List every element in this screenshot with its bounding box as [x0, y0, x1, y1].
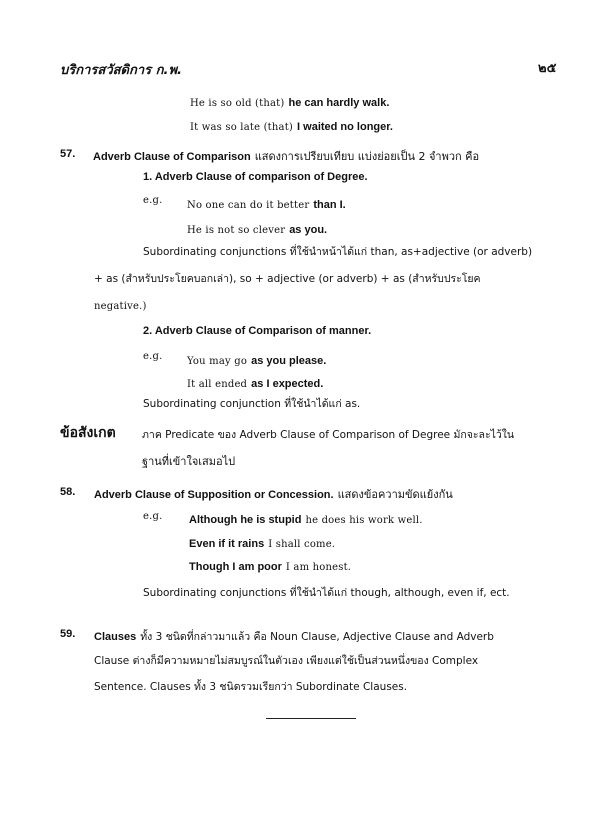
section-57-sub1-conj-line-1: Subordinating conjunctions ที่ใช้นำหน้าได้แก่ than, as+adjective (or adverb)	[143, 246, 533, 258]
section-57-sub1-conj-line-3: negative.)	[94, 301, 147, 312]
note-label: ข้อสังเกต	[60, 425, 116, 441]
section-57-sub2-example-2: It all ended as I expected.	[187, 378, 324, 390]
section-59-line-3: Sentence. Clauses ทั้ง 3 ชนิดรวมเรียกว่า Subordinate Clauses.	[94, 681, 408, 693]
section-59-line-2: Clause ต่างก็มีความหมายไม่สมบูรณ์ในตัวเอง เพียงแต่ใช้เป็นส่วนหนึ่งของ Complex	[94, 655, 479, 667]
section-57-sub1-example-2: He is not so clever as you.	[187, 224, 328, 236]
section-59-line-1: Clauses ทั้ง 3 ชนิดที่กล่าวมาแล้ว คือ Noun Clause, Adjective Clause and Adverb	[94, 631, 494, 643]
section-57-sub2-title: 2. Adverb Clause of Comparison of manner.	[143, 325, 372, 337]
note-line-2: ฐานที่เข้าใจเสมอไป	[142, 455, 236, 468]
section-58-example-1: Although he is stupid he does his work well.	[189, 514, 423, 526]
section-57-sub1-eg: e.g.	[143, 195, 163, 206]
section-58-eg: e.g.	[143, 511, 163, 522]
section-58-conj: Subordinating conjunctions ที่ใช้นำได้แก่ though, although, even if, ect.	[143, 587, 510, 599]
header-title: บริการสวัสดิการ ก.พ.	[60, 63, 182, 78]
section-57-sub2-conj: Subordinating conjunction ที่ใช้นำได้แก่ as.	[143, 398, 361, 410]
section-57-sub1-title: 1. Adverb Clause of comparison of Degree.	[143, 171, 368, 183]
note-line-1: ภาค Predicate ของ Adverb Clause of Comparison of Degree มักจะละไว้ใน	[142, 429, 515, 441]
section-57-number: 57.	[60, 148, 76, 160]
section-57-sub2-example-1: You may go as you please.	[187, 355, 327, 367]
page-number: ๒๕	[538, 61, 557, 76]
section-57-sub2-eg: e.g.	[143, 351, 163, 362]
closing-divider	[266, 718, 356, 719]
intro-example-1: He is so old (that) he can hardly walk.	[190, 97, 390, 109]
section-57-sub1-example-1: No one can do it better than I.	[187, 199, 346, 211]
intro-example-2: It was so late (that) I waited no longer.	[190, 121, 393, 133]
section-58-number: 58.	[60, 486, 76, 498]
section-58-heading: Adverb Clause of Supposition or Concession. แสดงข้อความขัดแย้งกัน	[94, 488, 453, 501]
section-59-number: 59.	[60, 628, 76, 640]
section-58-example-2: Even if it rains I shall come.	[189, 538, 336, 550]
section-58-example-3: Though I am poor I am honest.	[189, 561, 352, 573]
section-57-heading: Adverb Clause of Comparison แสดงการเปรียบเทียบ แบ่งย่อยเป็น 2 จำพวก คือ	[93, 150, 480, 163]
section-57-sub1-conj-line-2: + as (สำหรับประโยคบอกเล่า), so + adjective (or adverb) + as (สำหรับประโยค	[94, 273, 481, 285]
